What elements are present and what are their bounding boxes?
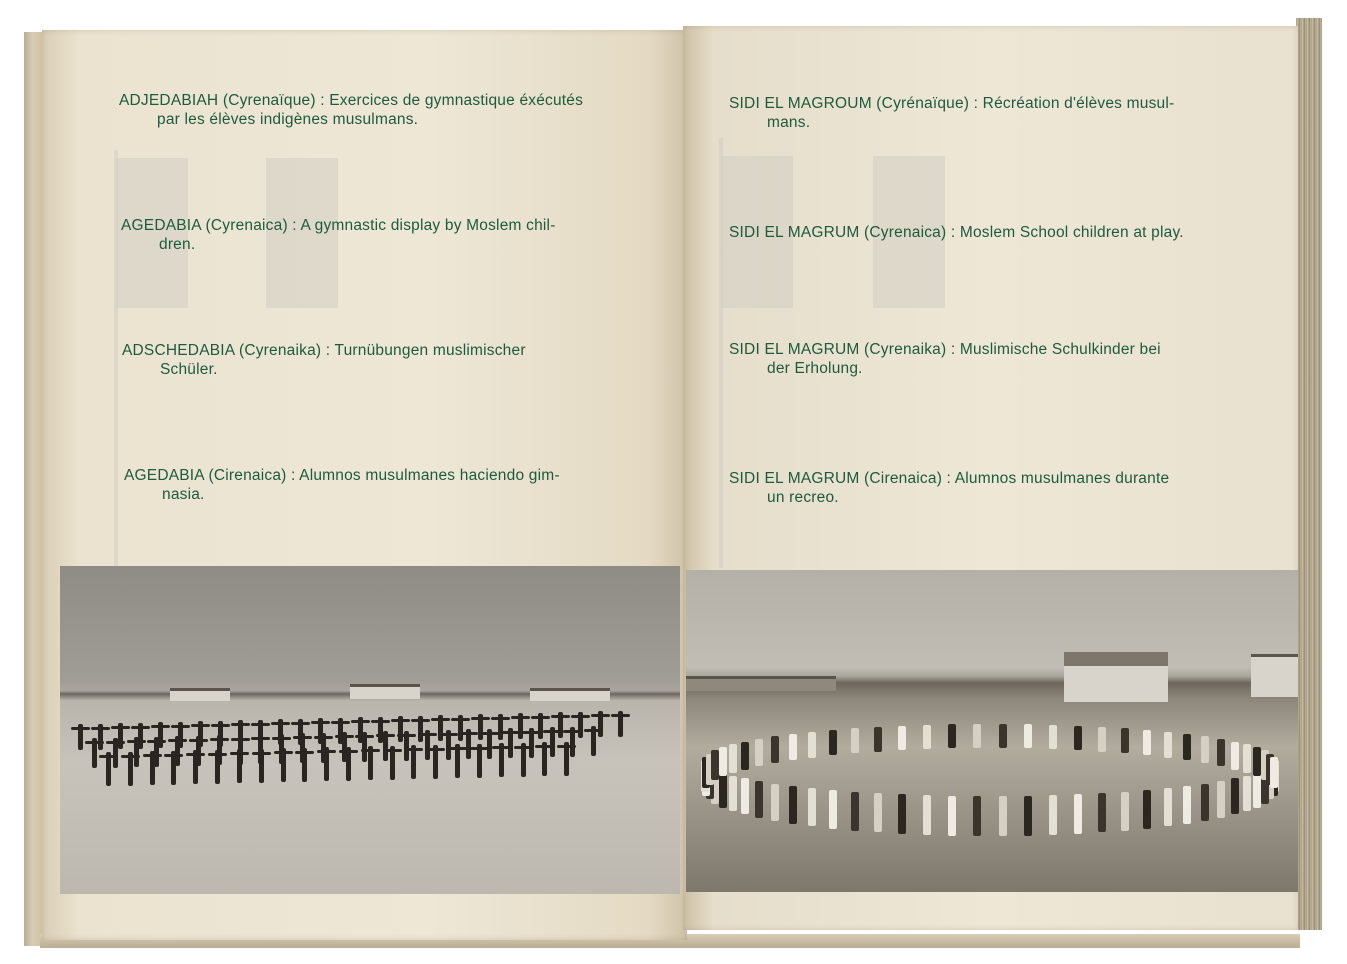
child-figure (1231, 742, 1239, 770)
gymnast-arms (271, 722, 290, 725)
child-figure (1049, 725, 1057, 749)
gymnast-arms (418, 733, 437, 736)
child-figure (1183, 734, 1191, 760)
gymnast-arms (376, 734, 395, 737)
gymnast-arms (404, 748, 423, 751)
child-figure (851, 728, 859, 753)
gymnast-arms (311, 721, 330, 724)
gymnast-arms (71, 727, 90, 730)
child-figure (973, 796, 981, 836)
child-figure (1253, 747, 1261, 776)
gymnast-arms (99, 755, 118, 758)
gymnast-arms (391, 719, 410, 722)
child-figure (1143, 730, 1151, 755)
child-figure (898, 726, 906, 750)
gymnast-arms (274, 751, 293, 754)
child-figure (755, 739, 763, 766)
gymnast-arms (121, 755, 140, 758)
gymnast-arms (291, 722, 310, 725)
gymnast-arms (459, 732, 478, 735)
book-fore-edge (1296, 18, 1322, 930)
child-figure (1270, 757, 1278, 788)
gymnast-arms (272, 737, 291, 740)
gymnast-arms (451, 718, 470, 721)
gymnast-arms (85, 741, 104, 744)
gymnast-arms (186, 753, 205, 756)
gymnast-arms (397, 734, 416, 737)
child-figure (874, 793, 882, 832)
caption-left-de: ADSCHEDABIA (Cyrenaika) : Turnübungen muslimischer Schüler. (122, 342, 526, 378)
gymnast-arms (531, 716, 550, 719)
child-figure (1074, 794, 1082, 834)
child-figure (1074, 726, 1082, 750)
gymnast-arms (314, 736, 333, 739)
child-figure (898, 794, 906, 834)
gymnast-arms (211, 724, 230, 727)
caption-right-es: SIDI EL MAGRUM (Cirenaica) : Alumnos musulmanes durante un recreo. (729, 470, 1170, 506)
child-figure (948, 724, 956, 748)
distant-building (350, 684, 420, 699)
child-figure (948, 796, 956, 836)
child-figure (1217, 781, 1225, 818)
gymnast-arms (127, 740, 146, 743)
child-figure (808, 788, 816, 826)
children-at-play-photo (686, 570, 1298, 892)
gymnast-arms (584, 729, 603, 732)
gymnast-arms (317, 750, 336, 753)
gymnast-arms (252, 752, 271, 755)
caption-left-en: AGEDABIA (Cyrenaica) : A gymnastic display by Moslem chil- dren. (121, 217, 556, 253)
gymnast-arms (164, 754, 183, 757)
gymnast-arms (91, 727, 110, 730)
child-figure (741, 742, 749, 770)
child-figure (1121, 728, 1129, 753)
child-figure (1201, 736, 1209, 763)
gymnast-arms (251, 723, 270, 726)
gymnast-arms (522, 731, 541, 734)
distant-building (530, 688, 610, 701)
child-figure (789, 786, 797, 824)
gymnast-arms (111, 726, 130, 729)
gymnast-arms (501, 731, 520, 734)
child-figure (719, 747, 727, 776)
gymnast-arms (471, 717, 490, 720)
child-figure (789, 734, 797, 760)
child-figure (973, 724, 981, 748)
gymnast-arms (448, 747, 467, 750)
child-figure (1024, 796, 1032, 836)
child-figure (1098, 727, 1106, 752)
gymnast-arms (563, 730, 582, 733)
child-figure (729, 776, 737, 811)
child-figure (1183, 786, 1191, 824)
gymnast-arms (191, 724, 210, 727)
child-figure (874, 727, 882, 752)
gymnast-arms (351, 720, 370, 723)
gymnast-arms (514, 746, 533, 749)
gymnast-arms (439, 733, 458, 736)
child-figure (1253, 773, 1261, 808)
child-figure (1243, 744, 1251, 773)
gymnast-arms (143, 754, 162, 757)
child-figure (1143, 790, 1151, 829)
caption-right-en: SIDI EL MAGRUM (Cyrenaica) : Moslem School children at play. (729, 224, 1184, 241)
distant-building (170, 688, 230, 701)
child-figure (829, 730, 837, 755)
child-figure (999, 796, 1007, 836)
gymnast-arms (208, 753, 227, 756)
gymnast-arms (361, 749, 380, 752)
child-figure (719, 773, 727, 808)
child-figure (1049, 795, 1057, 835)
gymnast-arms (335, 735, 354, 738)
gymnastic-display-photo (60, 566, 680, 894)
gymnast-arms (231, 723, 250, 726)
gymnast-arms (147, 740, 166, 743)
caption-right-fr: SIDI EL MAGROUM (Cyrénaïque) : Récréation d'élèves musul- mans. (729, 95, 1175, 131)
gymnast-arms (339, 750, 358, 753)
gymnast-arms (371, 720, 390, 723)
gymnast-arms (231, 738, 250, 741)
child-figure (1098, 793, 1106, 832)
child-figure (741, 778, 749, 814)
gymnast-arms (426, 748, 445, 751)
gymnast-arms (480, 732, 499, 735)
gymnast-arms (293, 736, 312, 739)
child-figure (1121, 792, 1129, 831)
caption-left-es: AGEDABIA (Cirenaica) : Alumnos musulmanes haciendo gim- nasia. (124, 467, 560, 503)
child-figure (1243, 776, 1251, 811)
child-figure (1024, 724, 1032, 748)
gymnast-arms (383, 749, 402, 752)
child-figure (851, 792, 859, 831)
gymnast-arms (151, 725, 170, 728)
caption-right-de: SIDI EL MAGRUM (Cyrenaika) : Muslimische Schulkinder bei der Erholung. (729, 341, 1161, 377)
gymnast-arms (210, 738, 229, 741)
gymnast-arms (611, 714, 630, 717)
gymnast-arms (557, 745, 576, 748)
child-figure (1217, 739, 1225, 766)
gymnast-arms (491, 717, 510, 720)
child-figure (1164, 788, 1172, 826)
gymnast-arms (106, 741, 125, 744)
gymnast-arms (230, 752, 249, 755)
distant-wall (686, 676, 836, 691)
child-figure (1164, 732, 1172, 758)
child-figure (923, 795, 931, 835)
gymnast-arms (431, 718, 450, 721)
child-figure (729, 744, 737, 773)
child-figure (1231, 778, 1239, 814)
child-figure (808, 732, 816, 758)
gymnast-arms (492, 746, 511, 749)
child-figure (1201, 784, 1209, 821)
child-figure (829, 790, 837, 829)
gymnast-arms (551, 715, 570, 718)
gymnast-arms (571, 715, 590, 718)
gymnast-arms (295, 751, 314, 754)
gymnast-arms (189, 739, 208, 742)
gymnast-arms (535, 745, 554, 748)
gymnast-arms (168, 739, 187, 742)
gymnast-arms (251, 737, 270, 740)
gymnast-arms (470, 747, 489, 750)
child-figure (771, 784, 779, 821)
child-figure (771, 736, 779, 763)
caption-left-fr: ADJEDABIAH (Cyrenaïque) : Exercices de gymnastique éxécutés par les élèves indigènes musulmans. (119, 92, 584, 128)
gymnast-arms (355, 735, 374, 738)
gymnast-arms (331, 721, 350, 724)
school-building-right (1251, 654, 1298, 697)
gymnast-arms (543, 730, 562, 733)
school-building (1064, 652, 1168, 702)
gymnast-arms (511, 716, 530, 719)
gymnast-arms (171, 725, 190, 728)
child-figure (711, 750, 719, 780)
gymnast-arms (411, 719, 430, 722)
child-figure (755, 781, 763, 818)
child-figure (999, 724, 1007, 748)
gymnast-arms (591, 714, 610, 717)
child-figure (923, 725, 931, 749)
gymnast-arms (131, 726, 150, 729)
